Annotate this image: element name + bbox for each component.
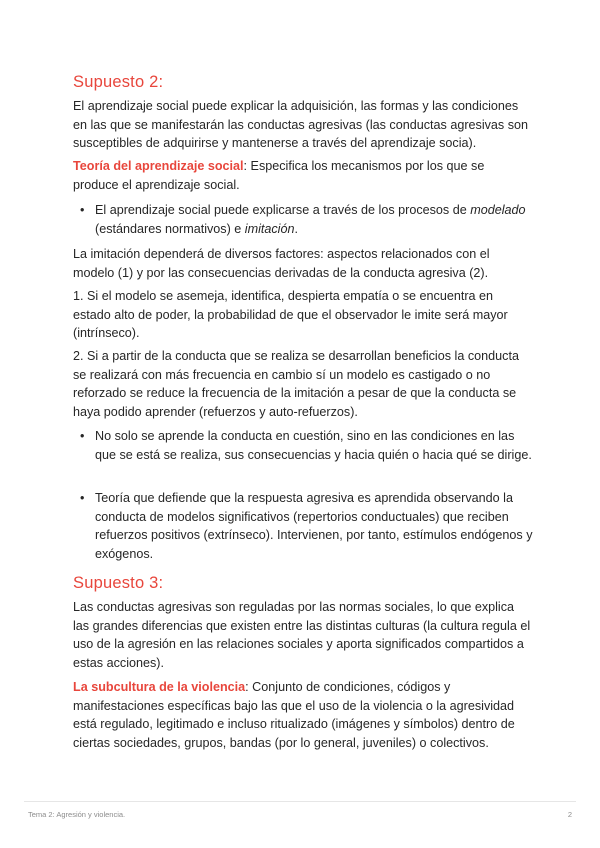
bullet-dot-icon: • (80, 491, 85, 505)
paragraph-subculture (73, 678, 533, 752)
bullet-dot-icon: • (80, 429, 85, 443)
list-item-text: Teoría que defiende que la respuesta agresiva es aprendida observando la conducta de modelos significativos (repertorios conductuales) que reciben refuerzos positivos (extrínseco). Intervienen, por tanto, estímulos endógenos y exógenos. (95, 491, 533, 561)
list-item-conducta (73, 427, 533, 464)
footer-divider (24, 801, 576, 802)
list-item-teoria (73, 489, 533, 563)
section-heading-supuesto-2: Supuesto 2: (73, 73, 164, 91)
list-item-text: No solo se aprende la conducta en cuestión, sino en las condiciones en las que se está se realiza, sus consecuencias y hacia quién o hacia qué se dirige. (95, 429, 532, 462)
paragraph-intro-3: Las conductas agresivas son reguladas por las normas sociales, lo que explica las grandes diferencias que existen entre las distintas culturas (la cultura regula el uso de la agresión en las relaciones sociales y aporta significados compartidos a estas acciones). (73, 600, 531, 670)
list-item-modelado (73, 201, 533, 238)
paragraph-intro-2: El aprendizaje social puede explicar la adquisición, las formas y las condiciones en las que se manifestarán las conductas agresivas (las conductas agresivas son susceptibles de adquirirse y mantenerse a través del aprendizaje socia). (73, 99, 529, 150)
paragraph-imitation: La imitación dependerá de diversos factores: aspectos relacionados con el modelo (1) y por las consecuencias derivadas de la conducta agresiva (2). (73, 247, 490, 280)
paragraph-point-2: 2. Si a partir de la conducta que se realiza se desarrollan beneficios la conducta se realizará con más frecuencia en cambio sí un modelo es castigado o no reforzado se reduce la frecuencia de la imitación a pesar de que la conducta se haya podido aprender (refuerzos y auto-refuerzos). (73, 349, 519, 419)
theory-definition: : Especifica los mecanismos por los que se produce el aprendizaje social. (73, 159, 485, 192)
term-teoria-aprendizaje-social: Teoría del aprendizaje social (73, 159, 244, 173)
page-number: 2 (567, 810, 572, 819)
bullet-dot-icon: • (80, 203, 85, 217)
paragraph-theory (73, 157, 533, 194)
paragraph-point-1: 1. Si el modelo se asemeja, identifica, despierta empatía o se encuentra en estado alto de poder, la probabilidad de que el observador le imite será mayor (intrínseco). (73, 289, 508, 340)
list-item-text: El aprendizaje social puede explicarse a través de los procesos de modelado (estándares normativos) e imitación. (95, 203, 526, 236)
term-subcultura-violencia: La subcultura de la violencia (73, 680, 246, 694)
subculture-definition: : Conjunto de condiciones, códigos y manifestaciones específicas bajo las que el uso de la violencia o la agresividad está regulado, legitimado e incluso ritualizado (imágenes y símbolos) dentro de ciertas sociedades, grupos, bandas (por lo general, juveniles) o colectivos. (73, 680, 515, 750)
section-heading-supuesto-3: Supuesto 3: (73, 574, 164, 592)
footer-title: Tema 2: Agresión y violencia. (28, 810, 126, 819)
